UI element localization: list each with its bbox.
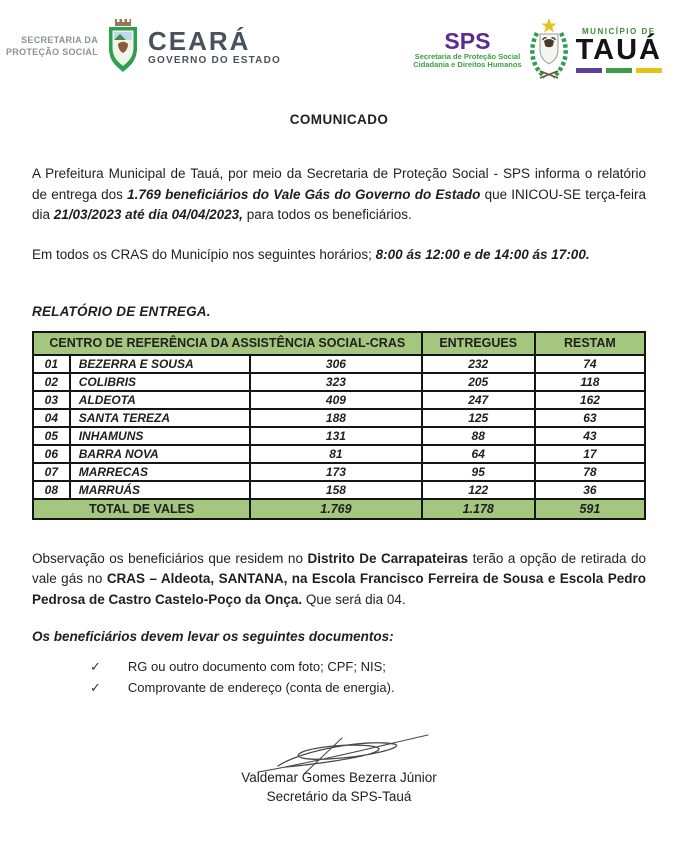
list-item [90,678,646,698]
table-row [33,481,645,499]
flag-bar-green [606,68,632,73]
sps-subtitle-2: Cidadania e Direitos Humanos [413,59,522,69]
row-name: MARRECAS [70,463,251,481]
taua-wordmark [576,27,662,73]
row-restam: 43 [535,427,645,445]
row-restam: 162 [535,391,645,409]
documents-checklist [90,657,646,697]
row-name: MARRUÁS [70,481,251,499]
row-restam: 17 [535,445,645,463]
column-header-cras: CENTRO DE REFERÊNCIA DA ASSISTÊNCIA SOCIAL-CRAS [33,332,422,355]
row-qty: 173 [250,463,421,481]
sps-subtitle-1: Secretaria de Proteção Social [414,51,521,61]
text-run: terão a opção de retirada do vale gás no [32,550,647,587]
row-entregues: 247 [422,391,535,409]
row-name: ALDEOTA [70,391,251,409]
table-row [33,391,645,409]
row-entregues: 95 [422,463,535,481]
text-run-bold: Distrito De Carrapateiras [307,550,469,566]
checklist-text: Comprovante de endereço (conta de energia). [127,679,395,695]
total-qty: 1.769 [250,499,421,519]
page-title: COMUNICADO [289,112,389,127]
text-run-bold: 1.769 beneficiários do Vale Gás do Governo do Estado [127,186,481,202]
row-entregues: 122 [422,481,535,499]
row-entregues: 205 [422,373,535,391]
document-header [0,0,678,82]
observation-paragraph [32,549,646,611]
total-entregues: 1.178 [422,499,535,519]
row-num: 02 [33,373,70,391]
signer-title: Secretário da SPS-Tauá [266,789,412,805]
table-row [33,463,645,481]
text-run: para todos os beneficiários. [242,207,412,223]
list-item [90,657,646,677]
state-name: CEARÁ [148,26,251,56]
row-qty: 306 [250,355,421,373]
row-num: 05 [33,427,70,445]
state-subtitle: GOVERNO DO ESTADO [148,55,282,66]
row-qty: 188 [250,409,421,427]
text-run: Que será dia 04. [302,591,406,607]
row-restam: 63 [535,409,645,427]
table-row [33,445,645,463]
signer-name: Valdemar Gomes Bezerra Júnior [241,769,437,785]
documents-heading: Os beneficiários devem levar os seguintes documentos: [32,629,394,645]
text-run: A Prefeitura Municipal de Tauá, por meio da Secretaria de Proteção Social - SPS informa o relatório de entrega dos [32,166,646,202]
row-num: 03 [33,391,70,409]
delivery-report-table [32,331,646,520]
row-qty: 158 [250,481,421,499]
schedule-paragraph [32,245,646,266]
row-name: BEZERRA E SOUSA [70,355,251,373]
signature-block [32,730,646,807]
total-restam: 591 [535,499,645,519]
sps-acronym: SPS [444,27,491,54]
municipio-name: TAUÁ [575,34,662,66]
column-header-restam: RESTAM [535,332,645,355]
row-num: 06 [33,445,70,463]
row-num: 07 [33,463,70,481]
flag-bar-yellow [636,68,662,73]
intro-paragraph [32,164,646,226]
text-run-bold: 8:00 ás 12:00 e de 14:00 ás 17:00. [375,246,590,262]
row-entregues: 64 [422,445,535,463]
row-name: BARRA NOVA [70,445,251,463]
row-qty: 81 [250,445,421,463]
secretaria-label [2,35,98,58]
row-restam: 118 [535,373,645,391]
text-run-bold: 21/03/2023 até dia 04/04/2023, [53,207,243,223]
row-restam: 36 [535,481,645,499]
row-num: 01 [33,355,70,373]
flag-bars [576,68,662,73]
table-row [33,373,645,391]
row-name: INHAMUNS [70,427,251,445]
row-num: 04 [33,409,70,427]
row-qty: 131 [250,427,421,445]
row-entregues: 232 [422,355,535,373]
table-total-row [33,499,645,519]
text-run: que INICOU-SE terça-feira dia [32,186,646,223]
table-row [33,427,645,445]
row-name: SANTA TEREZA [70,409,251,427]
row-qty: 323 [250,373,421,391]
text-run-bold: CRAS – Aldeota, SANTANA, na Escola Francisco Ferreira de Sousa e Escola Pedro Pedrosa de Castro Castelo-Poço da Onça. [32,571,646,607]
report-heading: RELATÓRIO DE ENTREGA. [32,303,211,319]
table-header-row [33,332,645,355]
check-icon: ✓ [90,679,101,695]
taua-crest-icon [528,18,570,82]
municipio-label: MUNICÍPIO DE [582,27,656,36]
secretaria-line1: SECRETARIA DA [21,35,98,46]
check-icon: ✓ [90,659,101,675]
row-qty: 409 [250,391,421,409]
checklist-text: RG ou outro documento com foto; CPF; NIS; [127,659,386,675]
row-name: COLIBRIS [70,373,251,391]
secretaria-line2: PROTEÇÃO SOCIAL [5,47,98,57]
total-label: TOTAL DE VALES [33,499,250,519]
ceara-government-logo [2,18,281,76]
text-run: Observação os beneficiários que residem no [32,550,308,566]
row-entregues: 88 [422,427,535,445]
document-body [0,164,678,807]
sps-wordmark [413,27,522,69]
row-restam: 78 [535,463,645,481]
column-header-entregues: ENTREGUES [422,332,535,355]
row-restam: 74 [535,355,645,373]
row-entregues: 125 [422,409,535,427]
table-row [33,355,645,373]
row-num: 08 [33,481,70,499]
table-row [33,409,645,427]
flag-bar-purple [576,68,602,73]
ceara-wordmark [148,28,281,66]
taua-municipality-logo [413,18,662,82]
ceara-shield-icon [105,18,141,76]
text-run: Em todos os CRAS do Município nos seguintes horários; [32,246,376,262]
